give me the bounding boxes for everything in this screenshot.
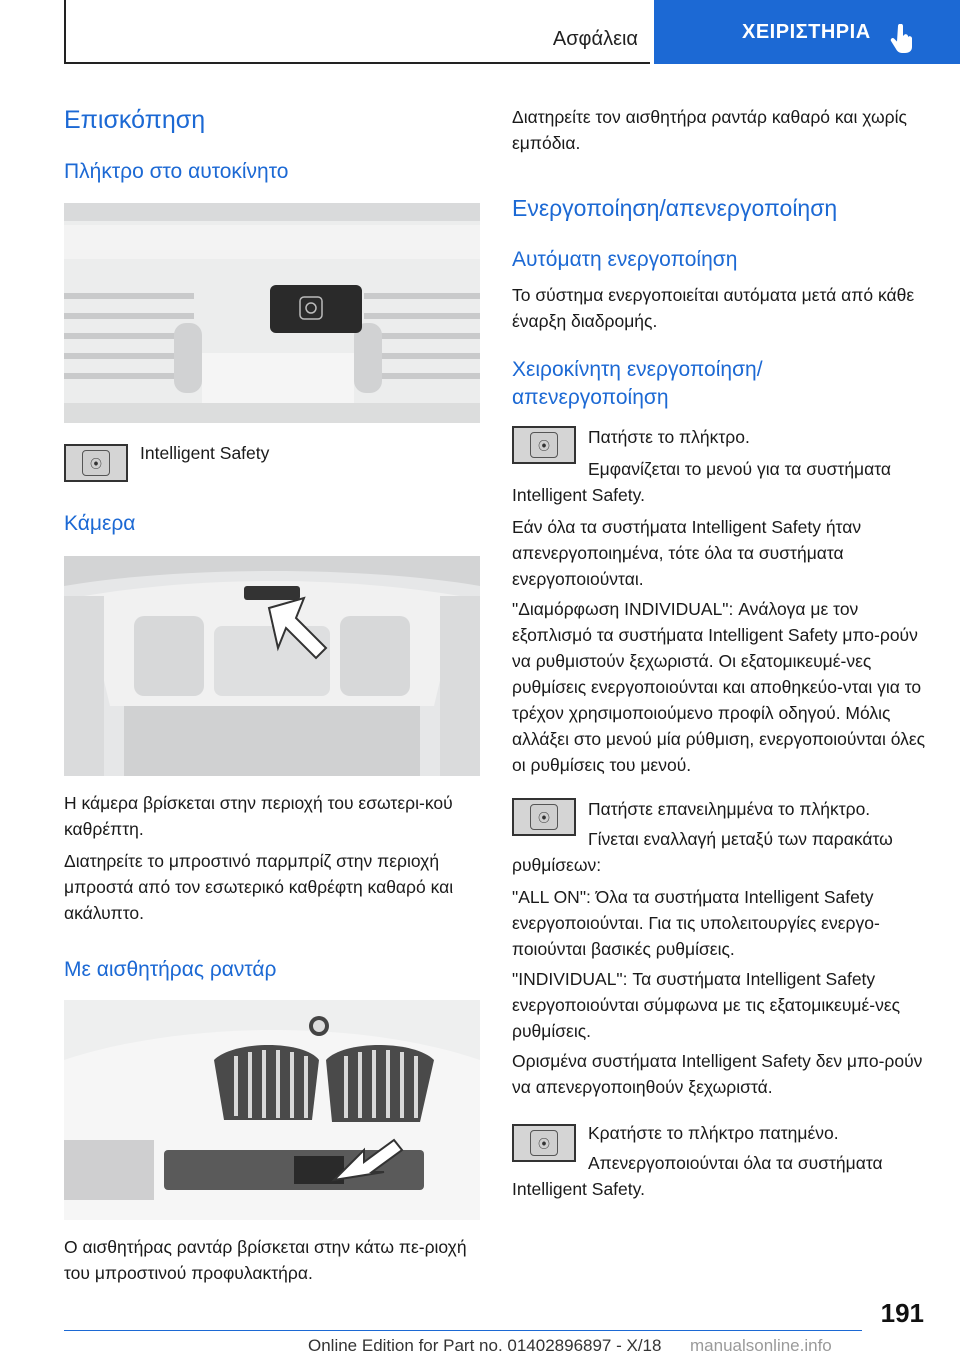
radar-text-1: Ο αισθητήρας ραντάρ βρίσκεται στην κάτω πε-ριοχή του μπροστινού προφυλακτήρα. <box>64 1237 467 1283</box>
interior-camera-photo <box>64 556 480 776</box>
individual-config-text: "Διαμόρφωση INDIVIDUAL": Ανάλογα με τον εξοπλισμό τα συστήματα Intelligent Safety μπο-ρούν να ρυθμιστούν ξεχωριστά. Οι εξατομικευμέ-νες ρυθμίσεις ενεργοποιούνται και αποθηκεύο-νται για το τρέχον χρησιμοποιούμενο προφίλ οδηγού. Μόλις αλλάξει στο μενού μία ρύθμιση, ενεργοποιούνται όλες οι ρυθμίσεις του μενού. <box>512 599 926 775</box>
hold-button-result: Απενεργοποιούνται όλα τα συστήματα Intelligent Safety. <box>512 1153 883 1199</box>
car-shield-icon: ⦿ <box>530 804 558 830</box>
repeat-press-result: Γίνεται εναλλαγή μεταξύ των παρακάτω ρυθμίσεων: <box>512 829 893 875</box>
header-rule-vertical <box>64 0 66 64</box>
chapter-tab <box>654 0 960 64</box>
radar-heading: Με αισθητήρας ραντάρ <box>64 958 277 981</box>
page-number: 191 <box>880 1298 924 1328</box>
section-name: Ασφάλεια <box>552 28 638 50</box>
camera-text-2: Διατηρείτε το μπροστινό παρμπρίζ στην περιοχή μπροστά από τον εσωτερικό καθρέφτη καθαρό και ακάλυπτο. <box>64 851 454 923</box>
auto-activation-heading: Αυτόματη ενεργοποίηση <box>512 248 738 271</box>
dashboard-button-photo <box>64 203 480 423</box>
chapter-tab-label: ΧΕΙΡΙΣΤΗΡΙΑ <box>742 20 871 43</box>
footer-rule <box>64 1330 862 1331</box>
radar-text-2: Διατηρείτε τον αισθητήρα ραντάρ καθαρό και χωρίς εμπόδια. <box>512 107 907 153</box>
page-title: Επισκόπηση <box>64 106 206 134</box>
car-shield-icon: ⦿ <box>82 450 110 476</box>
manual-heading-line2: απενεργοποίηση <box>512 386 669 409</box>
individual-text: "INDIVIDUAL": Τα συστήματα Intelligent Safety ενεργοποιούνται σύμφωνα με τις εξατομικευμέ-νες ρυθμίσεις. <box>512 969 901 1041</box>
press-button-result: Εμφανίζεται το μενού για τα συστήματα Intelligent Safety. <box>512 459 892 505</box>
all-off-text: Εάν όλα τα συστήματα Intelligent Safety ήταν απενεργοποιημένα, τότε όλα τα συστήματα ενεργοποιούνται. <box>512 517 862 589</box>
repeat-press-step: Πατήστε επανειλημμένα το πλήκτρο. <box>588 799 871 819</box>
all-on-text: "ALL ON": Όλα τα συστήματα Intelligent Safety ενεργοποιούνται. Για τις υπολειτουργίες ενεργο-ποιούνται βασικές ρυθμίσεις. <box>512 887 880 959</box>
manual-heading-line1: Χειροκίνητη ενεργοποίηση/ <box>512 358 763 381</box>
hand-pointer-icon <box>890 24 916 54</box>
camera-text-1: Η κάμερα βρίσκεται στην περιοχή του εσωτερι-κού καθρέπτη. <box>64 793 453 839</box>
auto-activation-text: Το σύστημα ενεργοποιείται αυτόματα μετά από κάθε έναρξη διαδρομής. <box>512 285 915 331</box>
car-shield-icon: ⦿ <box>530 432 558 458</box>
button-heading: Πλήκτρο στο αυτοκίνητο <box>64 160 289 183</box>
edition-note: Online Edition for Part no. 01402896897 - X/18 <box>308 1336 662 1355</box>
activation-heading: Ενεργοποίηση/απενεργοποίηση <box>512 195 838 221</box>
hold-button-step: Κρατήστε το πλήκτρο πατημένο. <box>588 1123 839 1143</box>
press-button-step: Πατήστε το πλήκτρο. <box>588 427 750 447</box>
button-label: Intelligent Safety <box>140 443 270 463</box>
watermark-site: manualsonline.info <box>690 1336 832 1355</box>
camera-heading: Κάμερα <box>64 512 136 535</box>
not-separately-text: Ορισμένα συστήματα Intelligent Safety δεν μπο-ρούν να απενεργοποιηθούν ξεχωριστά. <box>512 1051 923 1097</box>
car-shield-icon: ⦿ <box>530 1130 558 1156</box>
front-bumper-photo <box>64 1000 480 1220</box>
header-rule-horizontal <box>64 62 650 64</box>
intelligent-safety-button-icon <box>64 444 128 482</box>
